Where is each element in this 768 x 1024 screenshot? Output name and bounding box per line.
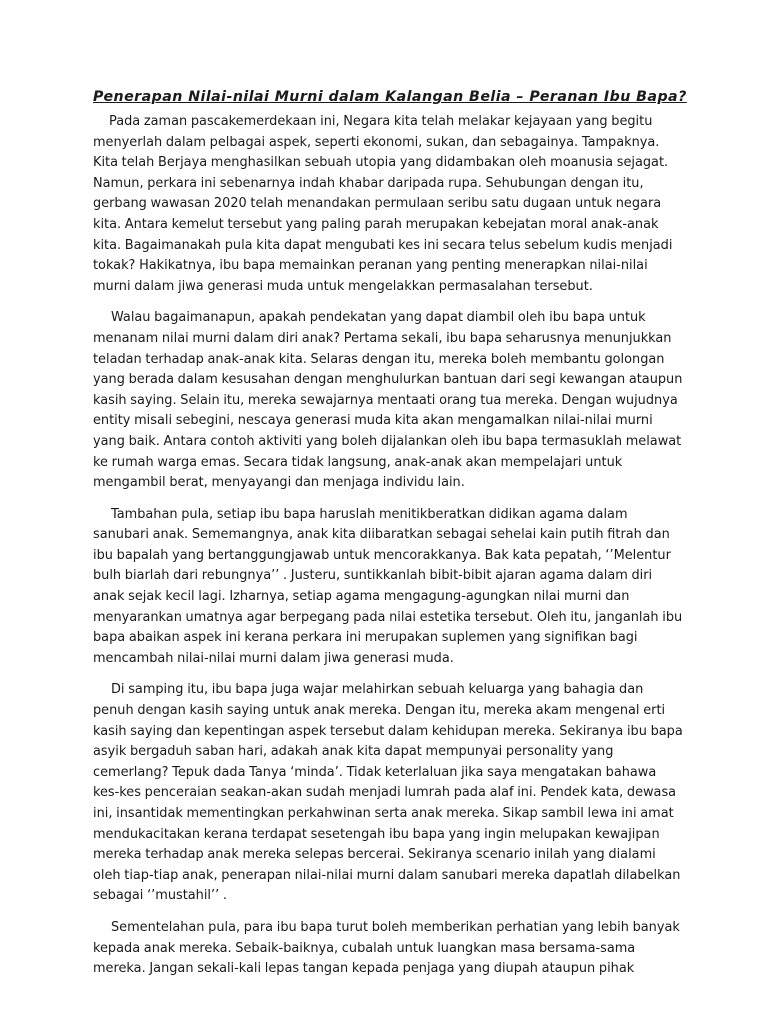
paragraph-1: Pada zaman pascakemerdekaan ini, Negara kita telah melakar kejayaan yang begitu menyerlah dalam pelbagai aspek, seperti ekonomi, sukan, dan sebagainya. Tampaknya. Kita telah Berjaya menghasilkan sebuah utopia yang didambakan oleh moanusia sejagat. Namun, perkara ini sebenarnya indah khabar daripada rupa. Sehubungan dengan itu, gerbang wawasan 2020 telah menandakan permulaan seribu satu dugaan untuk negara kita. Antara kemelut tersebut yang paling parah merupakan kebejatan moral anak-anak kita. Bagaimanakah pula kita dapat mengubati kes ini secara telus sebelum kudis menjadi tokak? Hakikatnya, ibu bapa memainkan peranan yang penting menerapkan nilai-nilai murni dalam jiwa generasi muda untuk mengelakkan permasalahan tersebut. bbox=[93, 114, 673, 294]
document-page bbox=[93, 86, 687, 991]
paragraph-3: Tambahan pula, setiap ibu bapa haruslah menitikberatkan didikan agama dalam sanubari anak. Sememangnya, anak kita diibaratkan sebagai sehelai kain putih fitrah dan ibu bapalah yang bertanggungjawab untuk mencorakkanya. Bak kata pepatah, ‘’Melentur bulh biarlah dari rebungnya’’ . Justeru, suntikkanlah bibit-bibit ajaran agama dalam diri anak sejak kecil lagi. Izharnya, setiap agama mengagung-agungkan nilai murni dan menyarankan umatnya agar berpegang pada nilai estetika tersebut. Oleh itu, janganlah ibu bapa abaikan aspek ini kerana perkara ini merupakan suplemen yang signifikan bagi mencambah nilai-nilai murni dalam jiwa generasi muda. bbox=[93, 506, 683, 666]
document-title: Penerapan Nilai-nilai Murni dalam Kalangan Belia – Peranan Ibu Bapa? bbox=[93, 89, 687, 105]
paragraph-2: Walau bagaimanapun, apakah pendekatan yang dapat diambil oleh ibu bapa untuk menanam nilai murni dalam diri anak? Pertama sekali, ibu bapa seharusnya menunjukkan teladan terhadap anak-anak kita. Selaras dengan itu, mereka boleh membantu golongan yang berada dalam kesusahan dengan menghulurkan bantuan dari segi kewangan ataupun kasih saying. Selain itu, mereka sewajarnya mentaati orang tua mereka. Dengan wujudnya entity misali sebegini, nescaya generasi muda kita akan mengamalkan nilai-nilai murni yang baik. Antara contoh aktiviti yang boleh dijalankan oleh ibu bapa termasuklah melawat ke rumah warga emas. Secara tidak langsung, anak-anak akan mempelajari untuk mengambil berat, menyayangi dan menjaga individu lain. bbox=[93, 310, 683, 491]
paragraph-4: Di samping itu, ibu bapa juga wajar melahirkan sebuah keluarga yang bahagia dan penuh dengan kasih saying untuk anak mereka. Dengan itu, mereka akam mengenal erti kasih saying dan kepentingan aspek tersebut dalam kehidupan mereka. Sekiranya ibu bapa asyik bergaduh saban hari, adakah anak kita dapat mempunyai personality yang cemerlang? Tepuk dada Tanya ‘minda’. Tidak keterlaluan jika saya mengatakan bahawa kes-kes penceraian seakan-akan sudah menjadi lumrah pada alaf ini. Pendek kata, dewasa ini, insantidak mementingkan perkahwinan serta anak mereka. Sikap sambil lewa ini amat mendukacitakan kerana terdapat sesetengah ibu bapa yang ingin melupakan kewajipan mereka terhadap anak mereka selepas bercerai. Sekiranya scenario inilah yang dialami oleh tiap-tiap anak, penerapan nilai-nilai murni dalam sanubari mereka dapatlah dilabelkan sebagai ‘’mustahil’’ . bbox=[93, 682, 683, 904]
paragraph-5: Sementelahan pula, para ibu bapa turut boleh memberikan perhatian yang lebih banyak kepada anak mereka. Sebaik-baiknya, cubalah untuk luangkan masa bersama-sama mereka. Jangan sekali-kali lepas tangan kepada penjaga yang diupah ataupun pihak bbox=[93, 919, 680, 977]
